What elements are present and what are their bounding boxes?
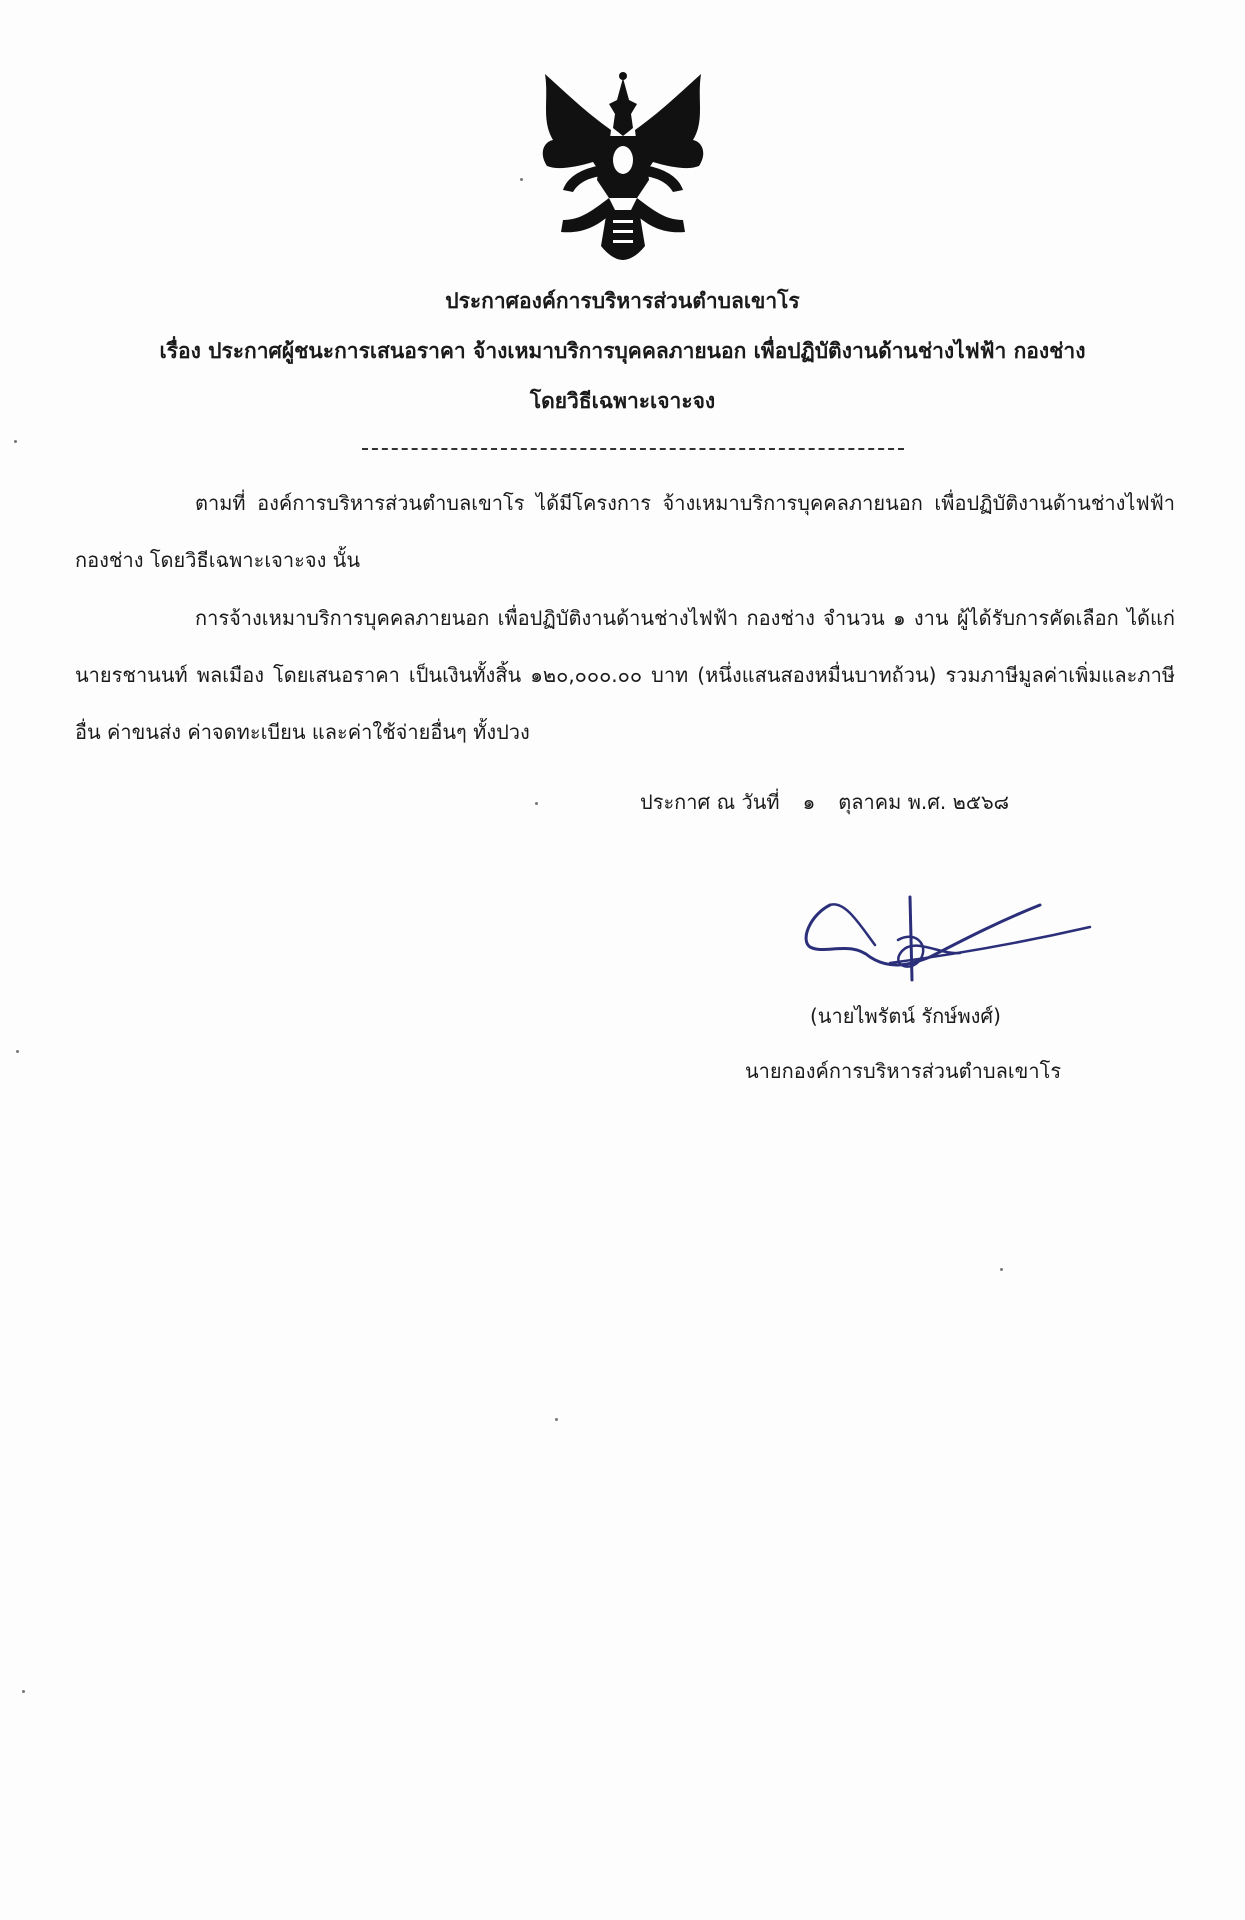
scan-speck <box>14 440 17 443</box>
date-day: ๑ <box>802 790 816 814</box>
date-prefix: ประกาศ ณ วันที่ <box>640 790 780 814</box>
paragraph-winner: การจ้างเหมาบริการบุคคลภายนอก เพื่อปฏิบัติงานด้านช่างไฟฟ้า กองช่าง จำนวน ๑ งาน ผู้ได้รับการคัดเลือก ได้แก่ นายรชานนท์ พลเมือง โดยเสนอราคา เป็นเงินทั้งสิ้น ๑๒๐,๐๐๐.๐๐ บาท (หนึ่งแสนสองหมื่นบาทถ้วน) รวมภาษีมูลค่าเพิ่มและภาษีอื่น ค่าขนส่ง ค่าจดทะเบียน และค่าใช้จ่ายอื่นๆ ทั้งปวง <box>75 606 1176 744</box>
dashed-divider <box>362 448 904 450</box>
garuda-emblem-icon <box>533 70 713 270</box>
announcement-title: ประกาศองค์การบริหารส่วนตำบลเขาโร <box>445 289 800 313</box>
scan-speck <box>1000 1268 1003 1271</box>
handwritten-signature <box>790 885 1100 995</box>
announcement-date <box>640 786 1009 818</box>
paragraph-project: ตามที่ องค์การบริหารส่วนตำบลเขาโร ได้มีโครงการ จ้างเหมาบริการบุคคลภายนอก เพื่อปฏิบัติงานด้านช่างไฟฟ้า กองช่าง โดยวิธีเฉพาะเจาะจง นั้น <box>75 491 1175 572</box>
announcement-subject: เรื่อง ประกาศผู้ชนะการเสนอราคา จ้างเหมาบริการบุคคลภายนอก เพื่อปฏิบัติงานด้านช่างไฟฟ้า กองช่าง <box>159 339 1086 363</box>
signer-position: นายกองค์การบริหารส่วนตำบลเขาโร <box>745 1059 1062 1083</box>
scan-speck <box>16 1050 19 1053</box>
scan-speck <box>535 802 538 805</box>
date-month-year: ตุลาคม พ.ศ. ๒๕๖๘ <box>838 790 1010 814</box>
scan-speck <box>555 1418 558 1421</box>
signer-name: (นายไพรัตน์ รักษ์พงศ์) <box>810 1004 1001 1028</box>
scan-speck <box>22 1690 25 1693</box>
scan-speck <box>520 178 523 181</box>
announcement-subject-method: โดยวิธีเฉพาะเจาะจง <box>529 389 716 413</box>
